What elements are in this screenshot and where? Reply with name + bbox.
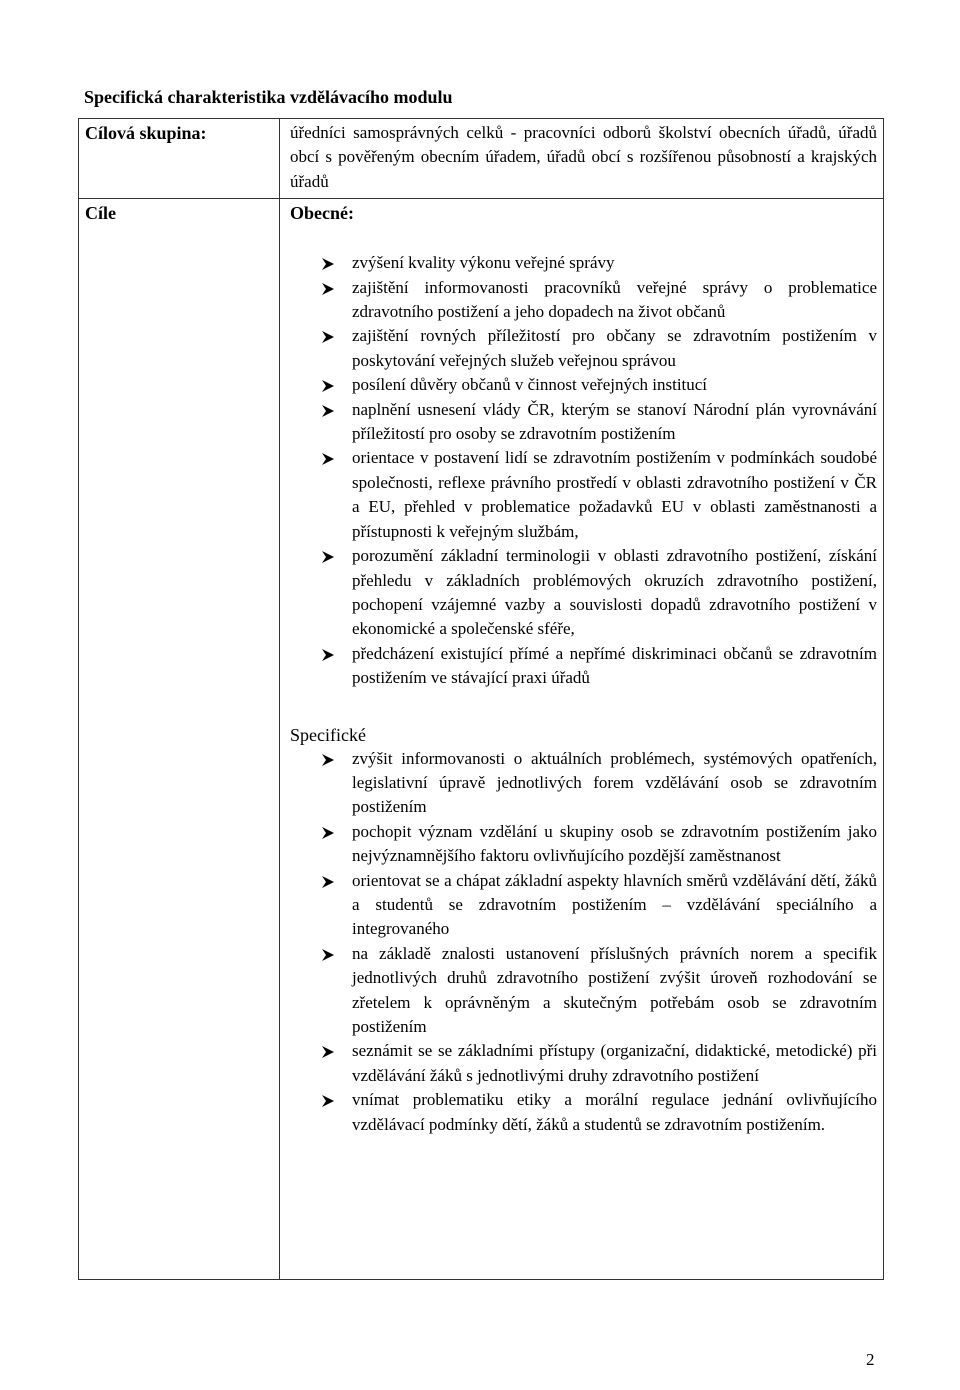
general-goal-text: předcházení existující přímé a nepřímé diskriminaci občanů se zdravotním postižením ve stávající praxi úřadů — [352, 643, 877, 688]
specific-goal-text: zvýšit informovanosti o aktuálních problémech, systémových opatřeních, legislativní úpravě jednotlivých forem vzdělávání osob se zdravotním postižením — [352, 748, 877, 817]
arrowhead-bullet-icon — [322, 754, 334, 766]
general-goal-item — [352, 276, 877, 325]
general-goal-text: zvýšení kvality výkonu veřejné správy — [352, 253, 615, 273]
specific-goal-item — [352, 1039, 877, 1088]
general-goal-text: zajištění informovanosti pracovníků veřejné správy o problematice zdravotního postižení a jeho dopadech na život občanů — [352, 277, 877, 322]
arrowhead-bullet-icon — [322, 949, 334, 961]
arrowhead-bullet-icon — [322, 283, 334, 295]
general-goal-item — [352, 373, 877, 397]
page-number: 2 — [866, 1350, 875, 1369]
specific-goal-item — [352, 869, 877, 942]
target-group-row — [79, 119, 884, 199]
general-goal-item — [352, 642, 877, 691]
general-goal-text: zajištění rovných příležitostí pro občany se zdravotním postižením v poskytování veřejných služeb veřejnou správou — [352, 326, 877, 370]
specific-goal-text: vnímat problematiku etiky a morální regulace jednání ovlivňujícího vzdělávací podmínky dětí, žáků a studentů se zdravotním postižením. — [352, 1090, 877, 1134]
general-goals-list — [290, 251, 877, 690]
module-characteristics-table — [78, 118, 884, 1280]
arrowhead-bullet-icon — [322, 331, 334, 343]
arrowhead-bullet-icon — [322, 258, 334, 270]
specific-goals-list — [290, 747, 877, 1138]
general-goal-item — [352, 324, 877, 373]
goals-row — [79, 199, 884, 1280]
goals-cell — [280, 199, 884, 1280]
specific-goal-text: orientovat se a chápat základní aspekty hlavních směrů vzdělávání dětí, žáků a studentů se zdravotním postižením – vzdělávání speciálního a integrovaného — [352, 870, 877, 939]
general-goal-text: orientace v postavení lidí se zdravotním postižením v podmínkách soudobé společnosti, reflexe právního prostředí v oblasti zdravotního postižení v ČR a EU, přehled v problematice požadavků EU v oblasti zaměstnanosti a přístupnosti k veřejným službám, — [352, 448, 877, 541]
arrowhead-bullet-icon — [322, 405, 334, 417]
specific-goal-item — [352, 747, 877, 820]
arrowhead-bullet-icon — [322, 876, 334, 888]
specific-goal-item — [352, 1088, 877, 1137]
target-group-label: Cílová skupina: — [79, 119, 280, 199]
arrowhead-bullet-icon — [322, 1095, 334, 1107]
specific-goal-text: pochopit význam vzdělání u skupiny osob se zdravotním postižením jako nejvýznamnějšího faktoru ovlivňujícího pozdější zaměstnanost — [352, 821, 877, 866]
specific-goals-title: Specifické — [290, 724, 366, 745]
specific-goal-item — [352, 820, 877, 869]
arrowhead-bullet-icon — [322, 827, 334, 839]
general-goal-text: posílení důvěry občanů v činnost veřejných institucí — [352, 375, 708, 395]
specific-goal-item — [352, 942, 877, 1040]
general-goals-title: Obecné: — [290, 203, 354, 224]
general-goal-item — [352, 251, 877, 275]
module-heading: Specifická charakteristika vzdělávacího modulu — [84, 87, 453, 107]
general-goal-item — [352, 544, 877, 642]
specific-goal-text: na základě znalosti ustanovení příslušných právních norem a specifik jednotlivých druhů zdravotního postižení zvýšit úroveň rozhodování se zřetelem k oprávněným a skutečným potřebám osob se zdravotním postižením — [352, 943, 877, 1036]
general-goal-text: porozumění základní terminologii v oblasti zdravotního postižení, získání přehledu v základních problémových okruzích zdravotního postižení, pochopení vzájemné vazby a souvislosti dopadů zdravotního postižení v ekonomické a společenské sféře, — [352, 546, 877, 639]
general-goal-item — [352, 446, 877, 544]
goals-label: Cíle — [79, 199, 280, 1280]
arrowhead-bullet-icon — [322, 453, 334, 465]
target-group-cell — [280, 119, 884, 199]
arrowhead-bullet-icon — [322, 551, 334, 563]
target-group-text: úředníci samosprávných celků - pracovníci odborů školství obecních úřadů, úřadů obcí s pověřeným obecním úřadem, úřadů obcí s rozšířenou působností a krajských úřadů — [290, 123, 877, 191]
arrowhead-bullet-icon — [322, 1046, 334, 1058]
specific-goal-text: seznámit se se základními přístupy (organizační, didaktické, metodické) při vzdělávání žáků s jednotlivými druhy zdravotního postižení — [352, 1041, 877, 1085]
general-goal-text: naplnění usnesení vlády ČR, kterým se stanoví Národní plán vyrovnávání příležitostí pro osoby se zdravotním postižením — [352, 399, 877, 444]
arrowhead-bullet-icon — [322, 649, 334, 661]
arrowhead-bullet-icon — [322, 380, 334, 392]
general-goal-item — [352, 398, 877, 447]
